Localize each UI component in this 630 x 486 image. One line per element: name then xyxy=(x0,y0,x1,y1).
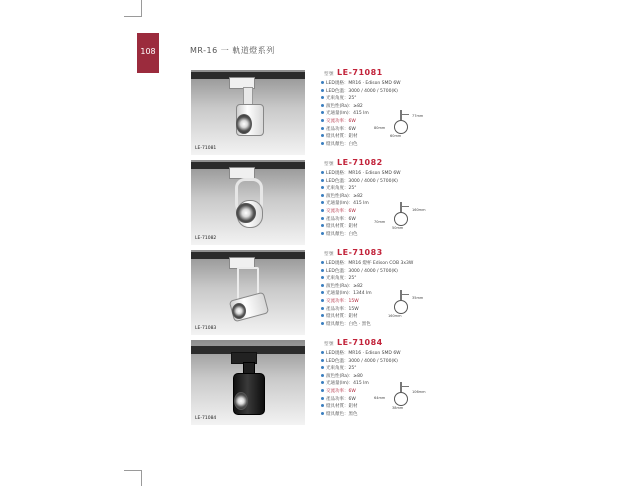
lamp-lens xyxy=(236,114,252,134)
model-number xyxy=(324,338,383,347)
spec-item: 燈具顏色：黑色 xyxy=(321,411,401,419)
spec-item: 交流功率：6W xyxy=(321,208,401,216)
spec-item: 燈具顏色：白色 xyxy=(321,231,401,239)
spec-item: 燈具材質：鋁材 xyxy=(321,313,413,321)
spec-item: 光束角度：25° xyxy=(321,275,413,283)
product-photo xyxy=(191,250,305,335)
dimension-label: 160mm xyxy=(412,208,426,212)
product-photo xyxy=(191,340,305,425)
spec-item: LED規格：MR16 · Edison SMD 6W xyxy=(321,170,401,178)
crop-mark xyxy=(124,470,142,471)
spec-item: 燈具材質：鋁材 xyxy=(321,403,401,411)
model-value: LE-71083 xyxy=(337,248,383,257)
model-value: LE-71084 xyxy=(337,338,383,347)
spec-item: 演色性(Ra)：≥80 xyxy=(321,373,401,381)
spec-item: LED色溫：3000 / 4000 / 5700(K) xyxy=(321,358,401,366)
lamp-lens xyxy=(232,303,246,319)
dimension-label: 64mm xyxy=(374,396,386,400)
model-number xyxy=(324,158,383,167)
spec-item: 產品功率：6W xyxy=(321,396,401,404)
spec-item: 燈具顏色：白色 xyxy=(321,141,401,149)
dimension-label: 35mm xyxy=(412,296,424,300)
dimension-diagram xyxy=(374,110,424,140)
spec-item: 燈具材質：鋁材 xyxy=(321,133,401,141)
product-photo xyxy=(191,70,305,155)
photo-caption: LE-71081 xyxy=(195,146,217,151)
photo-caption: LE-71082 xyxy=(195,236,217,241)
spec-item: 光通量(lm)：415 lm xyxy=(321,200,401,208)
dimension-label: 38mm xyxy=(392,406,404,410)
spec-item: LED色溫：3000 / 4000 / 5700(K) xyxy=(321,268,413,276)
dimension-label: 60mm xyxy=(390,134,402,138)
spec-item: 交流功率：15W xyxy=(321,298,413,306)
photo-caption: LE-71084 xyxy=(195,416,217,421)
spec-item: 演色性(Ra)：≥82 xyxy=(321,193,401,201)
dimension-diagram xyxy=(374,382,426,412)
spec-item: 產品功率：6W xyxy=(321,126,401,134)
page-number-tab xyxy=(137,33,159,73)
product-photo xyxy=(191,160,305,245)
spec-item: 交流功率：6W xyxy=(321,118,401,126)
spec-item: 交流功率：6W xyxy=(321,388,401,396)
dimension-label: 70mm xyxy=(374,220,386,224)
model-prefix: 型號 xyxy=(324,252,334,257)
model-prefix: 型號 xyxy=(324,162,334,167)
model-value: LE-71081 xyxy=(337,68,383,77)
spec-item: 光通量(lm)：415 lm xyxy=(321,110,401,118)
dimension-diagram xyxy=(374,202,426,232)
dimension-label: 50mm xyxy=(392,226,404,230)
model-prefix: 型號 xyxy=(324,342,334,347)
dimension-label: 77mm xyxy=(412,114,424,118)
crop-mark xyxy=(141,0,142,16)
dimension-diagram xyxy=(386,290,424,320)
product-card xyxy=(191,250,481,335)
lamp-lens xyxy=(236,203,256,223)
product-card xyxy=(191,340,481,425)
dimension-label: 106mm xyxy=(412,390,426,394)
crop-mark xyxy=(124,16,142,17)
spec-item: 燈具材質：鋁材 xyxy=(321,223,401,231)
spec-item: 產品功率：6W xyxy=(321,216,401,224)
lamp-lens xyxy=(234,392,248,410)
model-prefix: 型號 xyxy=(324,72,334,77)
dimension-label: 160mm xyxy=(388,314,402,318)
spec-item: 光束角度：25° xyxy=(321,365,401,373)
spec-item: 光通量(lm)：1344 lm xyxy=(321,290,413,298)
spec-item: LED色溫：3000 / 4000 / 5700(K) xyxy=(321,178,401,186)
photo-caption: LE-71083 xyxy=(195,326,217,331)
model-value: LE-71082 xyxy=(337,158,383,167)
product-card xyxy=(191,160,481,245)
spec-item: 演色性(Ra)：≥82 xyxy=(321,103,401,111)
model-number xyxy=(324,248,383,257)
spec-item: LED色溫：3000 / 4000 / 5700(K) xyxy=(321,88,401,96)
spec-item: 光束角度：25° xyxy=(321,95,401,103)
spec-item: 演色性(Ra)：≥82 xyxy=(321,283,413,291)
crop-mark xyxy=(141,470,142,486)
spec-item: LED規格：MR16 燈杯 Edison COB 3x3W xyxy=(321,260,413,268)
dimension-label: 80mm xyxy=(374,126,386,130)
product-card xyxy=(191,70,481,155)
spec-item: 光通量(lm)：415 lm xyxy=(321,380,401,388)
spec-item: LED規格：MR16 · Edison SMD 6W xyxy=(321,80,401,88)
page-number: 108 xyxy=(140,47,156,56)
page-title: MR-16 一 軌道燈系列 xyxy=(190,46,275,55)
spec-item: 光束角度：25° xyxy=(321,185,401,193)
model-number xyxy=(324,68,383,77)
spec-item: LED規格：MR16 · Edison SMD 6W xyxy=(321,350,401,358)
spec-item: 燈具顏色：白色 · 黑色 xyxy=(321,321,413,329)
spec-item: 產品功率：15W xyxy=(321,306,413,314)
